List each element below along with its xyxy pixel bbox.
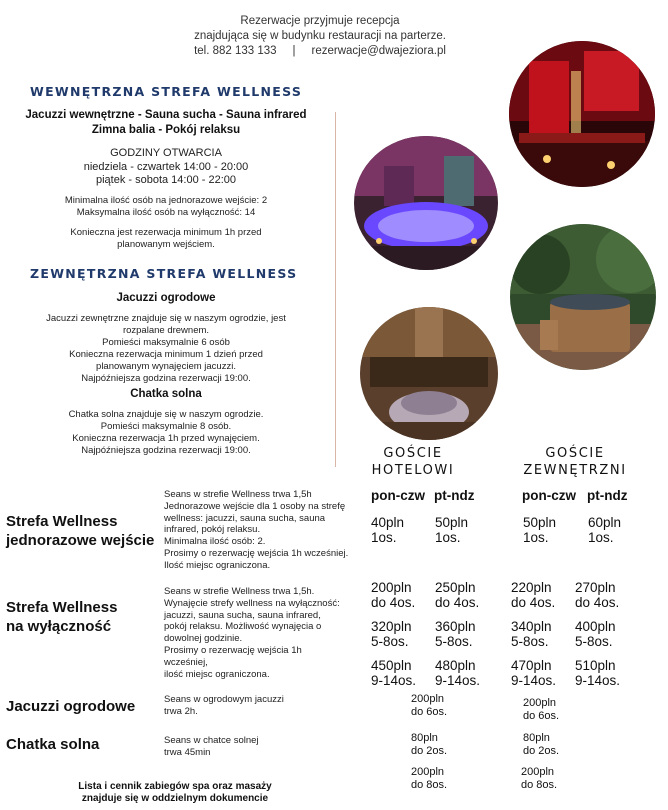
garden-hot-tub-photo (510, 224, 656, 370)
desc-line: trwa 2h. (164, 705, 198, 717)
salt-hut-line: Chatka solna znajduje się w naszym ogrodzie. (68, 409, 264, 420)
spa-list-footnote (70, 781, 280, 805)
salt-hut-photo (360, 307, 498, 440)
price-cell: 200pln do 4os. (371, 580, 416, 610)
price-cell: 80pln do 2os. (523, 732, 560, 757)
price-cell: 270pln do 4os. (575, 580, 620, 610)
email-link[interactable]: rezerwacje@dwajeziora.pl (311, 45, 446, 57)
price-cell: 200pln do 8os. (411, 766, 448, 791)
price-cell: 200pln do 6os. (523, 697, 560, 722)
desc-line: trwa 45min (164, 746, 211, 758)
garden-jacuzzi-line: Najpóźniejsza godzina rezerwacji 19:00. (81, 373, 251, 384)
external-weekend-header: pt-ndz (587, 488, 628, 503)
salt-hut-line: Najpóźniejsza godzina rezerwacji 19:00. (81, 445, 251, 456)
price-cell: 450pln 9-14os. (371, 658, 417, 688)
garden-jacuzzi-row-description (164, 694, 354, 718)
salt-hut-row-description (164, 735, 354, 759)
salt-hut-line: Pomieści maksymalnie 8 osób. (100, 421, 232, 432)
price-cell: 60pln 1os. (588, 515, 622, 545)
outdoor-section-title: ZEWNĘTRZNA STREFA WELLNESS (30, 266, 298, 281)
red-sauna-photo (509, 41, 655, 187)
indoor-features-line-2: Zimna balia - Pokój relaksu (91, 124, 241, 136)
external-guests-heading (513, 445, 637, 479)
garden-jacuzzi-title: Jacuzzi ogrodowe (116, 292, 216, 304)
desc-line: Ilość miejsc ograniczona. (164, 559, 271, 571)
max-people: Maksymalna ilość osób na wyłączność: 14 (76, 207, 256, 218)
desc-line: pokój relaksu. Możliwość wynajęcia o (164, 621, 322, 633)
desc-line: Jednorazowe wejście dla 1 osoby na strefę (164, 500, 346, 512)
price-cell: 480pln 9-14os. (435, 658, 481, 688)
salt-hut-row-name: Chatka solna (6, 736, 100, 753)
desc-line: Seans w chatce solnej (164, 735, 259, 746)
indoor-features-line-1: Jacuzzi wewnętrzne - Sauna sucha - Sauna infrared (25, 109, 307, 121)
hotel-guests-line-2: HOTELOWI (371, 463, 455, 478)
garden-jacuzzi-row-name: Jacuzzi ogrodowe (6, 698, 136, 715)
price-cell: 320pln 5-8os. (371, 619, 412, 649)
desc-line: Prosimy o rezerwację wejścia 1h wcześniej. (164, 547, 349, 559)
contact-line-2: znajdująca się w budynku restauracji na parterze. (194, 30, 446, 42)
contact-line-3 (180, 44, 460, 59)
contact-line-1: Rezerwacje przyjmuje recepcja (240, 15, 400, 27)
single-entry-name-line-1: Strefa Wellness (6, 513, 118, 530)
desc-line: Seans w strefie Wellness trwa 1,5h. (164, 586, 315, 597)
external-guests-line-2: ZEWNĘTRZNI (523, 463, 627, 478)
hotel-weekend-header: pt-ndz (434, 488, 475, 503)
price-cell: 400pln 5-8os. (575, 619, 616, 649)
salt-hut-title: Chatka solna (130, 388, 202, 400)
price-cell: 40pln 1os. (371, 515, 405, 545)
phone-number[interactable]: tel. 882 133 133 (194, 45, 277, 57)
hotel-guests-line-1: GOŚCIE (383, 446, 443, 461)
desc-line: Seans w strefie Wellness trwa 1,5h (164, 489, 312, 500)
exclusive-description (164, 586, 359, 680)
desc-line: wcześniej, (164, 656, 208, 668)
single-entry-name (6, 512, 154, 550)
garden-jacuzzi-line: Konieczna rezerwacja minimum 1 dzień przed (69, 349, 263, 360)
indoor-reservation-line-1: Konieczna jest rezerwacja minimum 1h przed (70, 227, 262, 238)
garden-jacuzzi-line: Pomieści maksymalnie 6 osób (102, 337, 230, 348)
indoor-reservation-line-2: planowanym wejściem. (117, 239, 215, 250)
external-weekday-header: pon-czw (522, 488, 576, 503)
opening-hours (6, 147, 326, 188)
garden-jacuzzi-line: planowanym wynajęciem jacuzzi. (96, 361, 236, 372)
price-cell: 510pln 9-14os. (575, 658, 621, 688)
external-guests-line-1: GOŚCIE (545, 446, 605, 461)
price-cell: 220pln do 4os. (511, 580, 556, 610)
price-cell: 50pln 1os. (523, 515, 557, 545)
garden-jacuzzi-line: rozpalane drewnem. (122, 325, 210, 336)
opening-hours-line-1: niedziela - czwartek 14:00 - 20:00 (83, 160, 249, 173)
desc-line: Minimalna ilość osób: 2. (164, 536, 266, 548)
opening-hours-title: GODZINY OTWARCIA (110, 147, 222, 159)
price-cell: 50pln 1os. (435, 515, 469, 545)
price-cell: 80pln do 2os. (411, 732, 448, 757)
desc-line: Seans w ogrodowym jacuzzi (164, 694, 284, 705)
salt-hut-line: Konieczna rezerwacja 1h przed wynajęciem. (72, 433, 260, 444)
capacity-info (6, 195, 326, 219)
salt-hut-info (6, 409, 326, 457)
exclusive-name-line-2: na wyłączność (6, 618, 112, 635)
hotel-weekday-header: pon-czw (371, 488, 425, 503)
min-people: Minimalna ilość osób na jednorazowe wejście: 2 (64, 195, 268, 206)
indoor-reservation-info (6, 227, 326, 251)
footnote-line-2: znajduje się w oddzielnym dokumencie (81, 793, 269, 804)
desc-line: infrared, pokój relaksu. (164, 524, 261, 536)
single-entry-description (164, 489, 359, 572)
indoor-section-title: WEWNĘTRZNA STREFA WELLNESS (30, 84, 303, 99)
contact-info (180, 14, 460, 59)
single-entry-name-line-2: jednorazowe wejście (6, 532, 155, 549)
hotel-guests-heading (368, 445, 458, 479)
price-cell: 200pln do 6os. (411, 693, 448, 718)
exclusive-name-line-1: Strefa Wellness (6, 599, 118, 616)
desc-line: Wynajęcie strefy wellness na wyłączność: (164, 597, 340, 609)
desc-line: wellness: jacuzzi, sauna sucha, sauna (164, 512, 326, 524)
desc-line: dowolnej godzinie. (164, 633, 243, 645)
price-cell: 250pln do 4os. (435, 580, 480, 610)
vertical-divider (335, 112, 336, 467)
garden-jacuzzi-line: Jacuzzi zewnętrzne znajduje się w naszym ogrodzie, jest (46, 313, 286, 324)
indoor-jacuzzi-photo (354, 136, 498, 270)
indoor-features (6, 108, 326, 138)
price-cell: 340pln 5-8os. (511, 619, 552, 649)
separator: | (292, 45, 296, 57)
exclusive-name (6, 598, 117, 636)
price-cell: 470pln 9-14os. (511, 658, 557, 688)
desc-line: Prosimy o rezerwację wejścia 1h (164, 644, 302, 656)
opening-hours-line-2: piątek - sobota 14:00 - 22:00 (95, 174, 237, 186)
desc-line: ilość miejsc ograniczona. (164, 668, 270, 680)
price-cell: 200pln do 8os. (521, 766, 558, 791)
price-cell: 360pln 5-8os. (435, 619, 476, 649)
footnote-line-1: Lista i cennik zabiegów spa oraz masaży (78, 781, 272, 792)
desc-line: jacuzzi, sauna sucha, sauna infrared, (164, 609, 321, 621)
garden-jacuzzi-info (6, 313, 326, 385)
